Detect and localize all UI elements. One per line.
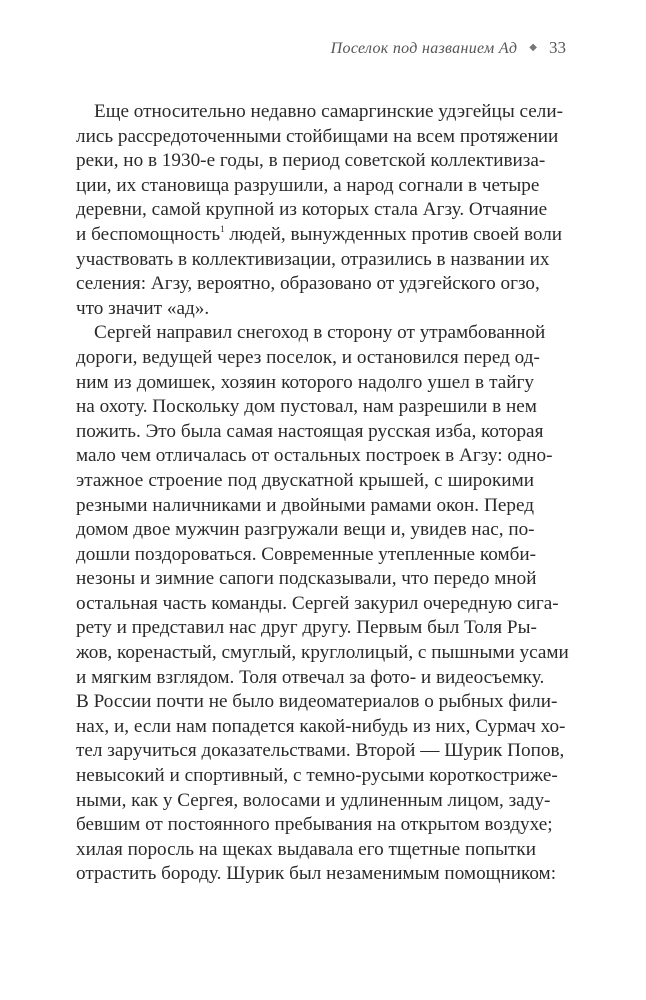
text-line: селения: Агзу, вероятно, образовано от удэгейского огзо, xyxy=(76,273,540,295)
paragraph-2 xyxy=(76,321,569,887)
text-line: мало чем отличалась от остальных построек в Агзу: одно- xyxy=(76,445,553,467)
text-line: дороги, ведущей через поселок, и остановился перед од- xyxy=(76,346,540,368)
header-separator-diamond: ◆ xyxy=(529,42,537,53)
running-title: Поселок под названием Ад xyxy=(330,40,518,57)
text-line: рету и представил нас друг другу. Первым был Толя Ры- xyxy=(76,617,537,639)
text-segment: и беспомощность xyxy=(76,223,221,245)
text-line: резными наличниками и двойными рамами окон. Перед xyxy=(76,494,534,516)
text-line: на охоту. Поскольку дом пустовал, нам разрешили в нем xyxy=(76,396,537,418)
text-line: что значит «ад». xyxy=(76,297,210,319)
text-line: лись рассредоточенными стойбищами на всем протяжении xyxy=(76,125,559,147)
body-text xyxy=(76,100,569,887)
text-line: Еще относительно недавно самаргинские удэгейцы сели- xyxy=(94,101,564,122)
running-header xyxy=(331,38,566,62)
text-line: нах, и, если нам попадется какой-нибудь из них, Сурмач хо- xyxy=(76,715,566,737)
text-line: невысокий и спортивный, с темно-русыми короткостриже- xyxy=(76,765,558,787)
text-line: ним из домишек, хозяин которого надолго ушел в тайгу xyxy=(76,371,534,393)
text-segment: людей, вынужденных против своей воли xyxy=(224,223,563,245)
text-line: ции, их становища разрушили, а народ согнали в четыре xyxy=(76,174,540,196)
text-line: незоны и зимние сапоги подсказывали, что передо мной xyxy=(76,568,537,590)
text-line-with-footnote xyxy=(76,223,563,248)
text-line: тел заручиться доказательствами. Второй — Шурик Попов, xyxy=(76,740,565,762)
text-line: отрастить бороду. Шурик был незаменимым помощником: xyxy=(76,863,557,885)
text-line: участвовать в коллективизации, отразились в названии их xyxy=(76,248,550,270)
text-line: жов, коренастый, смуглый, круглолицый, с пышными усами xyxy=(76,642,569,664)
text-line: хилая поросль на щеках выдавала его тщетные попытки xyxy=(76,838,536,860)
footnote-marker[interactable]: 1 xyxy=(220,223,225,234)
text-line: пожить. Это была самая настоящая русская изба, которая xyxy=(76,420,544,442)
text-line: домом двое мужчин разгружали вещи и, увидев нас, по- xyxy=(76,519,535,541)
text-line: и мягким взглядом. Толя отвечал за фото- и видеосъемку. xyxy=(76,666,545,688)
text-line: деревни, самой крупной из которых стала Агзу. Отчаяние xyxy=(76,199,548,221)
text-line: этажное строение под двускатной крышей, с широкими xyxy=(76,469,534,491)
text-line: В России почти не было видеоматериалов о рыбных фили- xyxy=(76,691,558,713)
text-line: бевшим от постоянного пребывания на открытом воздухе; xyxy=(76,814,553,836)
page-number: 33 xyxy=(549,38,566,57)
text-line: ными, как у Сергея, волосами и удлиненным лицом, заду- xyxy=(76,789,551,811)
text-line: дошли поздороваться. Современные утепленные комби- xyxy=(76,543,537,565)
paragraph-1 xyxy=(76,100,564,321)
text-line: остальная часть команды. Сергей закурил очередную сига- xyxy=(76,592,559,614)
text-line: реки, но в 1930-е годы, в период советской коллективиза- xyxy=(76,150,546,172)
text-line: Сергей направил снегоход в сторону от утрамбованной xyxy=(94,322,546,344)
